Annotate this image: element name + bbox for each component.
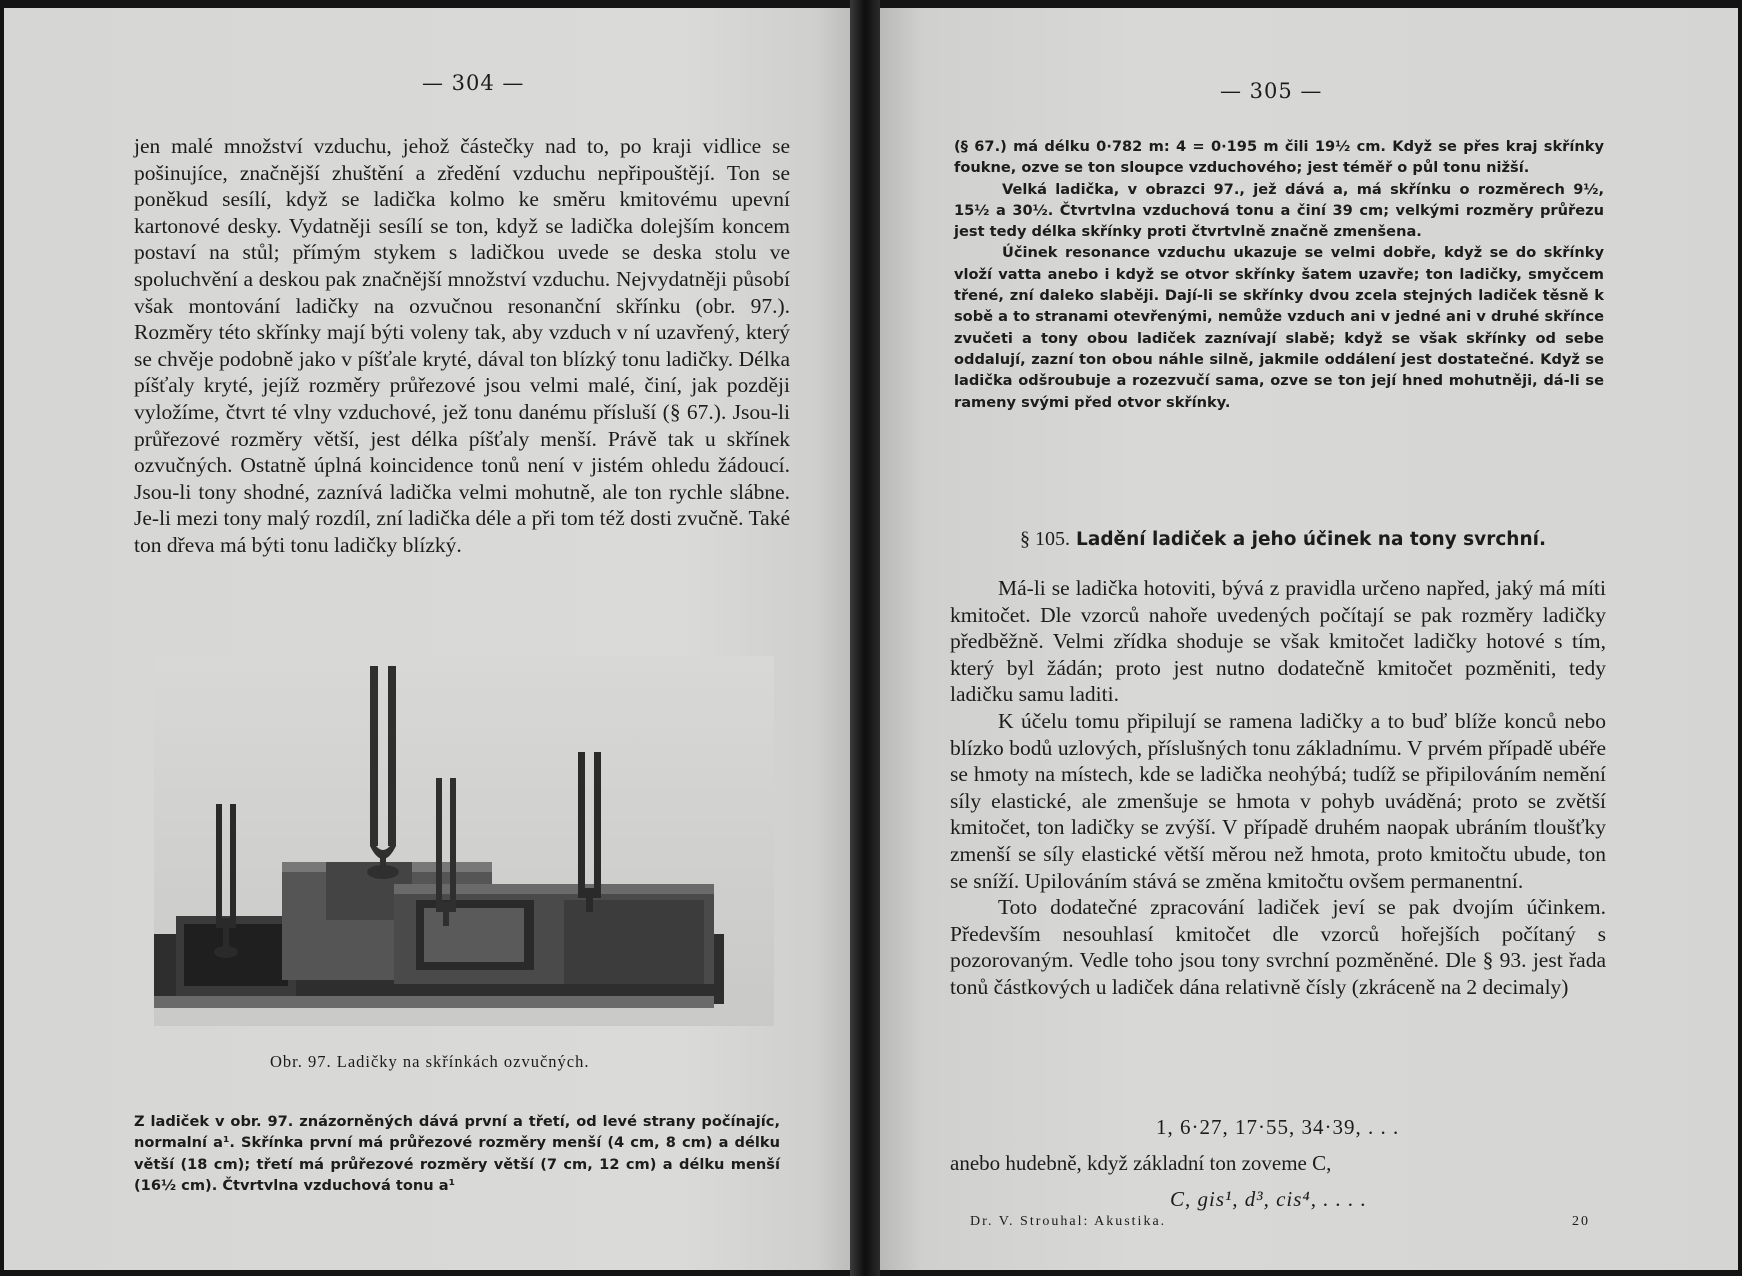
paragraph: jen malé množství vzduchu, jehož částečky nad to, po kraji vidlice se pošinujíce, značnější zhuštění a zředění vzduchu nepřipouštějí. Ton se poněkud sesílí, když se ladička kolmo ke směru kmitovému upevní kartonové desky. Vydatněji sesílí se ton, když se ladička dolejším koncem postaví na stůl; přímým stykem s ladičkou uvede se deska stolu ve spoluchvění a deskou pak značnější množství vzduchu. Nejvydatněji působí však montování ladičky na ozvučnou resonanční skřínku (obr. 97.). Rozměry této skřínky mají býti voleny tak, aby vzduch v ní uzavřený, který se chvěje podobně jako v píšťale kryté, dával ton blízký tonu ladičky. Délka píšťaly kryté, jejíž rozměry průřezové jsou velmi malé, činí, jak později vyložíme, čtvrt té vlny vzduchové, jež tonu danému přísluší (§ 67.). Jsou-li průřezové rozměry větší, jest délka píšťaly menší. Právě tak u skřínek ozvučných. Ostatně úplná koincidence tonů není v jistém ohledu žádoucí. Jsou-li tony shodné, zaznívá ladička velmi mohutně, ale ton rychle slábne. Je-li mezi tony malý rozdíl, zní ladička déle a při tom též dosti zvučně. Také ton dřeva má býti tonu ladičky blízký. bbox=[134, 134, 791, 557]
paragraph: Účinek resonance vzduchu ukazuje se velmi dobře, když se do skřínky vloží vatta anebo i když se otvor skřínky šatem uzavře; ton ladičky, smyčcem třené, zní daleko slaběji. Dají-li se skřínky dvou zcela stejných ladiček těsně k sobě a to stranami otevřenými, nemůže vzduch ani v jedné ani v druhé skřínce zvučeti a tony obou ladiček zaznívají slabě; když se však skřínky od sebe oddalují, zazní ton obou náhle silně, jakmile oddálení jest dostatečné. Když se ladička odšroubuje a rozezvučí sama, ozve se ton její hned mohutněji, dá-li se rameny svými před otvor skřínky. bbox=[954, 244, 1604, 411]
section-number: § 105. bbox=[1020, 528, 1070, 550]
section-title: Ladění ladiček a jeho účinek na tony svrchní. bbox=[1076, 529, 1546, 550]
tuning-fork-illustration bbox=[154, 656, 774, 1026]
paragraph: (§ 67.) má délku 0·782 m: 4 = 0·195 m čili 19½ cm. Když se přes kraj skřínky foukne, ozve se ton sloupce vzduchového; jest téměř o půl tonu nižší. bbox=[954, 138, 1604, 177]
paragraph: Toto dodatečné zpracování ladiček jeví se pak dvojím účinkem. Především nesouhlasí kmitočet dle vzorců hořejších počítaný s pozorovaným. Vedle toho jsou tony svrchní pozměněné. Dle § 93. jest řada tonů částkových u ladiček dána relativně čísly (zkráceně na 2 decimaly) bbox=[950, 895, 1606, 999]
figure-caption: Obr. 97. Ladičky na skřínkách ozvučných. bbox=[270, 1052, 590, 1071]
formula-partial-tones: 1, 6·27, 17·55, 34·39, . . . bbox=[1156, 1115, 1400, 1139]
left-paragraph-1 bbox=[134, 133, 790, 559]
paragraph: K účelu tomu připilují se ramena ladičky a to buď blíže konců nebo blízko bodů uzlových, příslušných tonu základnímu. V prvém případě ubéře se hmoty na místech, kde se ladička neohýbá; tudíž se připilováním nemění síly elastické, ale zmenšuje se hmota v pohyb uváděná; proto se zvětší kmitočet, ton ladičky se zvýší. V případě druhém naopak ubráním tloušťky zmenší se síly elastické větší měrou než hmota, proto kmitočtu ubude, ton se sníží. Upilováním stává se změna kmitočtu ovšem permanentní. bbox=[950, 708, 1606, 893]
page-number-left: — 304 — bbox=[422, 71, 525, 95]
paragraph: Má-li se ladička hotoviti, bývá z pravidla určeno napřed, jaký má míti kmitočet. Dle vzorců nahoře uvedených počítají se pak rozměry ladičky předběžně. Velmi zřídka shoduje se však kmitočet ladičky hotové s tím, který byl žádán; proto jest nutno dodatečně kmitočet pozměniti, tedy ladičku samu laditi. bbox=[950, 576, 1606, 707]
text-line: anebo hudebně, když základní ton zoveme C, bbox=[950, 1151, 1332, 1175]
paragraph: Velká ladička, v obrazci 97., jež dává a, má skřínku o rozměrech 9½, 15½ a 30½. Čtvrtvlna vzduchová tonu a činí 39 cm; velkými rozměry průřezu jest tedy délka skřínky proti čtvrtvlně značně zmenšena. bbox=[954, 180, 1604, 241]
right-small-text bbox=[954, 136, 1604, 413]
book-gutter bbox=[850, 0, 880, 1276]
footer-author: Dr. V. Strouhal: Akustika. bbox=[970, 1214, 1167, 1229]
figure-97-tuning-forks bbox=[154, 656, 774, 1026]
left-paragraph-2 bbox=[134, 1111, 780, 1196]
paragraph: Z ladiček v obr. 97. znázorněných dává první a třetí, od levé strany počínajíc, normalní a¹. Skřínka první má průřezové rozměry menší (4 cm, 8 cm) a délku větší (18 cm); třetí má průřezové rozměry větší (7 cm, 12 cm) a délku menší (16½ cm). Čtvrtvlna vzduchová tonu a¹ bbox=[134, 1113, 780, 1194]
left-page bbox=[4, 8, 850, 1270]
right-page bbox=[880, 8, 1738, 1270]
section-heading bbox=[1020, 528, 1546, 551]
right-large-text bbox=[950, 575, 1606, 1001]
page-number-right: — 305 — bbox=[1220, 79, 1323, 103]
formula-musical-notes: C, gis¹, d³, cis⁴, . . . . bbox=[1170, 1187, 1367, 1211]
footer-sheet-number: 20 bbox=[1572, 1214, 1590, 1229]
